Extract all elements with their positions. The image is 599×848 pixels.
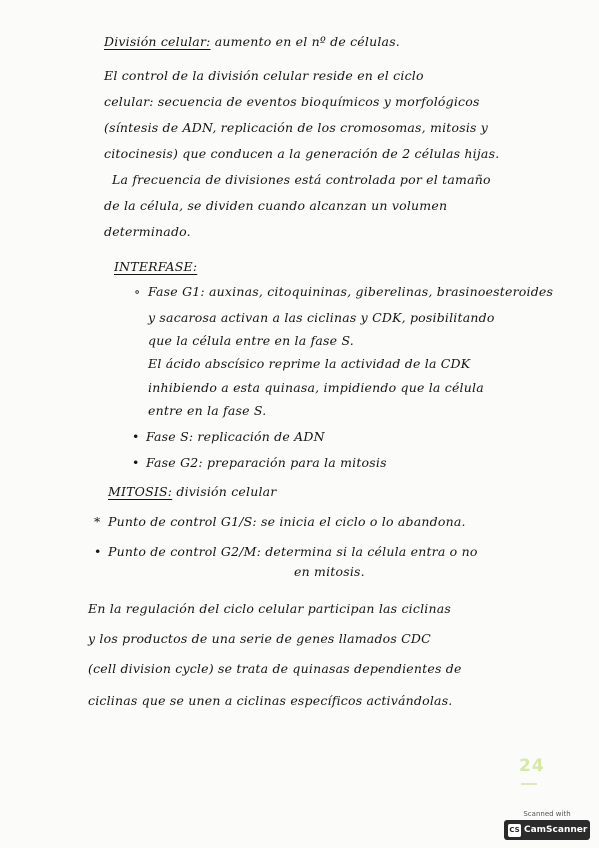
list-item-continuation: inhibiendo a esta quinasa, impidiendo que la célula	[148, 380, 484, 395]
fase-s-item	[132, 429, 325, 444]
camscanner-watermark	[502, 810, 592, 844]
paragraph-line: En la regulación del ciclo celular participan las ciclinas	[88, 601, 451, 616]
interfase-heading: INTERFASE:	[114, 259, 198, 274]
checkpoint-text: Punto de control G1/S: se inicia el ciclo o lo abandona.	[108, 514, 466, 529]
page-number-underline	[521, 783, 537, 785]
checkpoint-g1s	[94, 514, 466, 529]
bullet-icon: •	[132, 455, 140, 470]
paragraph-line: (cell division cycle) se trata de quinasas dependientes de	[88, 661, 462, 676]
paragraph-line: y los productos de una serie de genes llamados CDC	[88, 631, 431, 646]
paragraph-line: (síntesis de ADN, replicación de los cromosomas, mitosis y	[104, 120, 489, 135]
title-definition: aumento en el nº de células.	[210, 34, 400, 49]
checkpoint-text: Punto de control G2/M: determina si la célula entra o no	[108, 544, 478, 559]
camscanner-logo-icon: CS	[508, 824, 521, 837]
scanner-label: Scanned with	[523, 810, 571, 818]
checkpoint-continuation: en mitosis.	[294, 564, 365, 579]
title-term: División celular:	[104, 34, 211, 49]
scanner-name: CamScanner	[524, 825, 588, 835]
list-item-text: Fase S: replicación de ADN	[146, 429, 325, 444]
page-number: 24	[519, 756, 545, 776]
list-item-continuation: entre en la fase S.	[148, 403, 267, 418]
section-title	[104, 34, 400, 49]
mitosis-heading: MITOSIS:	[108, 484, 173, 499]
paragraph-line: celular: secuencia de eventos bioquímicos y morfológicos	[104, 94, 480, 109]
paragraph-line: determinado.	[104, 224, 191, 239]
paragraph-line: ciclinas que se unen a ciclinas específicos activándolas.	[88, 693, 453, 708]
list-item-continuation: y sacarosa activan a las ciclinas y CDK, posibilitando	[148, 310, 495, 325]
list-item-text: Fase G2: preparación para la mitosis	[146, 455, 387, 470]
paragraph-line: citocinesis) que conducen a la generación de 2 células hijas.	[104, 146, 500, 161]
mitosis-line	[108, 484, 276, 499]
list-item-text: Fase G1: auxinas, citoquininas, giberelinas, brasinoesteroides	[148, 284, 554, 299]
scanner-badge	[504, 820, 590, 840]
checkpoint-g2m	[94, 544, 478, 559]
paragraph-line: La frecuencia de divisiones está controlada por el tamaño	[112, 172, 491, 187]
asterisk-icon: *	[94, 514, 101, 529]
fase-g2-item	[132, 455, 387, 470]
list-item	[134, 284, 553, 299]
bullet-icon: ∘	[134, 284, 141, 299]
list-item-continuation: que la célula entre en la fase S.	[148, 333, 354, 348]
bullet-icon: •	[132, 429, 140, 444]
paragraph-line: El control de la división celular reside en el ciclo	[104, 68, 424, 83]
bullet-icon: •	[94, 544, 102, 559]
paragraph-line: de la célula, se dividen cuando alcanzan un volumen	[104, 198, 448, 213]
list-item-continuation: El ácido abscísico reprime la actividad de la CDK	[148, 356, 471, 371]
mitosis-definition: división celular	[172, 484, 277, 499]
